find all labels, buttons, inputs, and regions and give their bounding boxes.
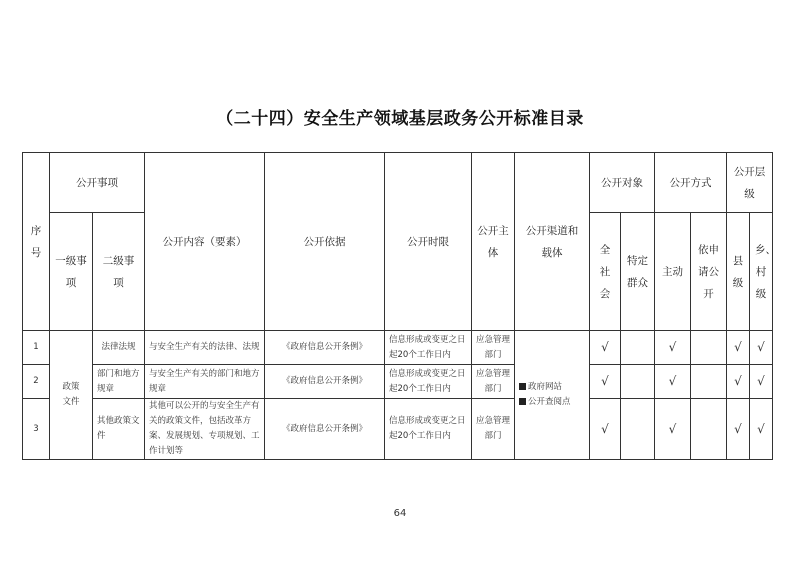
header-level: 公开层级 (727, 153, 773, 213)
check-county: √ (727, 331, 750, 365)
header-level-county: 县级 (727, 213, 750, 331)
square-bullet-icon (519, 398, 526, 405)
header-seq: 序号 (23, 153, 50, 331)
check-county: √ (727, 365, 750, 399)
basis-cell: 《政府信息公开条例》 (265, 399, 385, 460)
header-content: 公开内容（要素） (145, 153, 265, 331)
page-number: 64 (393, 508, 407, 519)
check-active: √ (655, 331, 691, 365)
header-basis: 公开依据 (265, 153, 385, 331)
check-request (691, 331, 727, 365)
table-row (23, 331, 773, 365)
level1-item: 政策文件 (50, 331, 93, 460)
channel-item: 公开查阅点 (519, 395, 585, 410)
level2-item: 其他政策文件 (93, 399, 145, 460)
header-method-active: 主动 (655, 213, 691, 331)
check-specific (621, 365, 655, 399)
header-items: 公开事项 (50, 153, 145, 213)
check-request (691, 365, 727, 399)
header-method: 公开方式 (655, 153, 727, 213)
check-specific (621, 399, 655, 460)
standard-catalog-table (22, 152, 776, 460)
time-limit-cell: 信息形成或变更之日起20个工作日内 (385, 331, 472, 365)
row-seq: 2 (23, 365, 50, 399)
subject-cell: 应急管理部门 (472, 365, 515, 399)
table-row (23, 365, 773, 399)
level2-item: 法律法规 (93, 331, 145, 365)
row-seq: 3 (23, 399, 50, 460)
header-subject: 公开主体 (472, 153, 515, 331)
content-cell: 与安全生产有关的法律、法规 (145, 331, 265, 365)
channel-cell (515, 331, 590, 460)
header-target: 公开对象 (590, 153, 655, 213)
check-village: √ (750, 331, 773, 365)
check-all: √ (590, 331, 621, 365)
check-all: √ (590, 365, 621, 399)
check-village: √ (750, 399, 773, 460)
header-level1: 一级事项 (50, 213, 93, 331)
header-method-request: 依申请公开 (691, 213, 727, 331)
basis-cell: 《政府信息公开条例》 (265, 365, 385, 399)
time-limit-cell: 信息形成或变更之日起20个工作日内 (385, 399, 472, 460)
header-level2: 二级事项 (93, 213, 145, 331)
basis-cell: 《政府信息公开条例》 (265, 331, 385, 365)
table-row (23, 399, 773, 460)
check-county: √ (727, 399, 750, 460)
row-seq: 1 (23, 331, 50, 365)
content-cell: 其他可以公开的与安全生产有关的政策文件，包括改革方案、发展规划、专项规划、工作计划等 (145, 399, 265, 460)
subject-cell: 应急管理部门 (472, 399, 515, 460)
page-title: （二十四）安全生产领域基层政务公开标准目录 (216, 109, 584, 129)
check-request (691, 399, 727, 460)
header-channel: 公开渠道和载体 (515, 153, 590, 331)
check-all: √ (590, 399, 621, 460)
check-active: √ (655, 399, 691, 460)
header-target-specific: 特定群众 (621, 213, 655, 331)
check-active: √ (655, 365, 691, 399)
channel-item: 政府网站 (519, 380, 585, 395)
header-target-all: 全社会 (590, 213, 621, 331)
time-limit-cell: 信息形成或变更之日起20个工作日内 (385, 365, 472, 399)
subject-cell: 应急管理部门 (472, 331, 515, 365)
header-level-village: 乡、村级 (750, 213, 773, 331)
content-cell: 与安全生产有关的部门和地方规章 (145, 365, 265, 399)
header-time-limit: 公开时限 (385, 153, 472, 331)
square-bullet-icon (519, 383, 526, 390)
check-specific (621, 331, 655, 365)
check-village: √ (750, 365, 773, 399)
level2-item: 部门和地方规章 (93, 365, 145, 399)
